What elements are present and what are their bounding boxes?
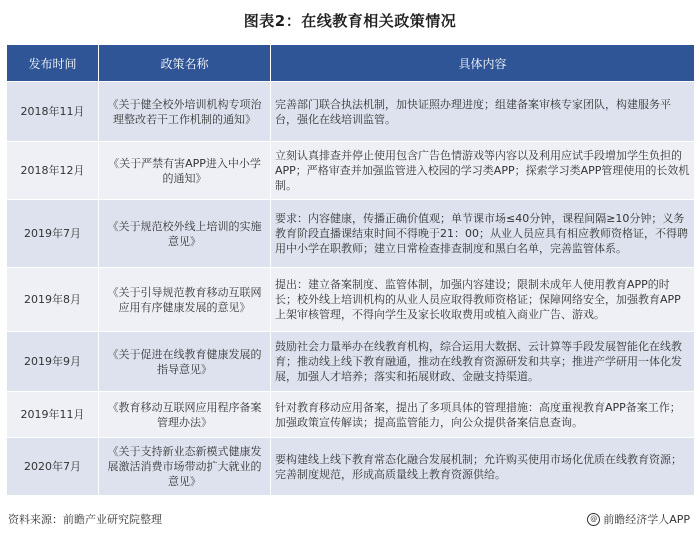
table-row: [7, 438, 695, 496]
brand-logo-icon: @: [587, 513, 600, 526]
table-header-row: [7, 45, 695, 82]
table-row: [7, 332, 695, 392]
table-row: [7, 200, 695, 268]
table-row: [7, 82, 695, 142]
row-date: 2018年12月: [7, 142, 99, 200]
row-content: 要求：内容健康，传播正确价值观；单节课市场≤40分钟，课程间隔≥10分钟；义务教育阶段直播课结束时间不得晚于21：00；从业人员应具有相应教师资格证，不得聘用中小学在职教师；建立日常检查排查制度和黑白名单，完善监管体系。: [271, 200, 695, 268]
table-row: [7, 142, 695, 200]
row-policy-name: 《关于促进在线教育健康发展的指导意见》: [99, 332, 271, 392]
row-date: 2019年9月: [7, 332, 99, 392]
row-policy-name: 《教育移动互联网应用程序备案管理办法》: [99, 392, 271, 438]
row-date: 2019年7月: [7, 200, 99, 268]
row-content: 要构建线上线下教育常态化融合发展机制；允许购买使用市场化优质在线教育资源；完善制度规范，形成高质量线上教育资源供给。: [271, 438, 695, 496]
header-policy-name: 政策名称: [99, 45, 271, 82]
table-row: [7, 392, 695, 438]
row-date: 2020年7月: [7, 438, 99, 496]
brand-credit: [587, 511, 690, 527]
row-policy-name: 《关于严禁有害APP进入中小学的通知》: [99, 142, 271, 200]
row-content: 鼓励社会力量举办在线教育机构，综合运用大数据、云计算等手段发展智能化在线教育；推动线上线下教育融通，推动在线教育资源研发和共享；推进产学研用一体化发展，加强人才培养；落实和拓展财政、金融支持渠道。: [271, 332, 695, 392]
row-policy-name: 《关于支持新业态新模式健康发展激活消费市场带动扩大就业的意见》: [99, 438, 271, 496]
row-policy-name: 《关于规范校外线上培训的实施意见》: [99, 200, 271, 268]
row-content: 立刻认真排查并停止使用包含广告色情游戏等内容以及利用应试手段增加学生负担的APP；严格审查并加强监管进入校园的学习类APP；探索学习类APP管理使用的长效机制。: [271, 142, 695, 200]
policy-table: [6, 44, 695, 496]
header-date: 发布时间: [7, 45, 99, 82]
row-date: 2019年11月: [7, 392, 99, 438]
brand-name: 前瞻经济学人APP: [603, 513, 690, 526]
row-date: 2018年11月: [7, 82, 99, 142]
row-content: 完善部门联合执法机制，加快证照办理进度；组建备案审核专家团队，构建服务平台，强化在线培训监管。: [271, 82, 695, 142]
header-content: 具体内容: [271, 45, 695, 82]
source-note: 资料来源：前瞻产业研究院整理: [8, 513, 162, 526]
row-content: 提出：建立备案制度、监管体制，加强内容建设；限制未成年人使用教育APP的时长；校外线上培训机构的从业人员应取得教师资格证；保障网络安全，加强教育APP上架审核管理，不得向学生及家长收取费用或植入商业广告、游戏。: [271, 268, 695, 332]
page-title: 图表2：在线教育相关政策情况: [243, 12, 457, 30]
row-policy-name: 《关于健全校外培训机构专项治理整改若干工作机制的通知》: [99, 82, 271, 142]
row-date: 2019年8月: [7, 268, 99, 332]
row-content: 针对教育移动应用备案，提出了多项具体的管理措施：高度重视教育APP备案工作；加强政策宣传解读；提高监管能力，向公众提供备案信息查询。: [271, 392, 695, 438]
table-row: [7, 268, 695, 332]
row-policy-name: 《关于引导规范教育移动互联网应用有序健康发展的意见》: [99, 268, 271, 332]
